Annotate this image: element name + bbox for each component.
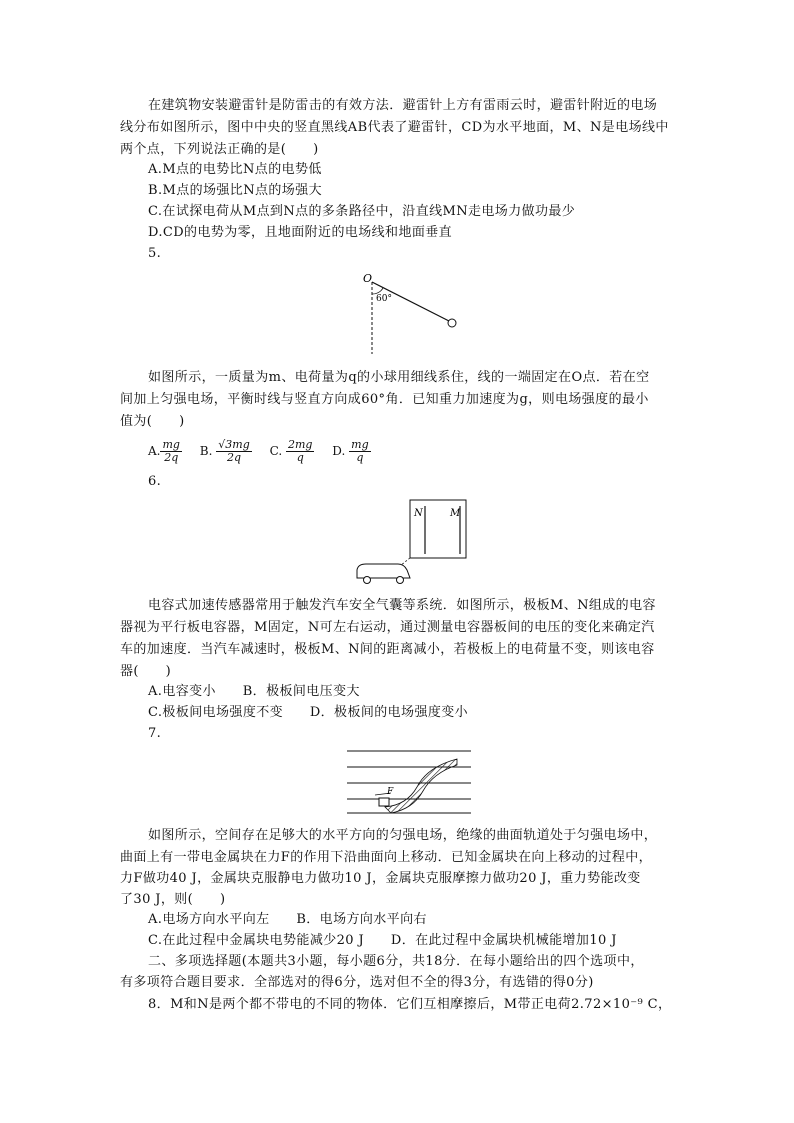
q6-options-row-2: C.极板间电场强度不变 D．极板间的电场强度变小 <box>148 705 469 720</box>
plate-m-label: M <box>450 508 461 519</box>
q4-stem-line-3: 两个点，下列说法正确的是( ) <box>120 142 319 157</box>
q4-stem-line-2: 线分布如图所示，图中中央的竖直黑线AB代表了避雷针，CD为水平地面，M、N是电场线中 <box>120 120 669 135</box>
ball <box>448 319 456 327</box>
q6-number: 6. <box>148 474 162 489</box>
q5-option-d: D. $\frac{mg}{q}$ <box>332 437 369 464</box>
q5-stem-line-1: 如图所示，一质量为m、电荷量为q的小球用细线系住，线的一端固定在O点．若在空 <box>148 370 650 385</box>
section-2-header-line-2: 有多项符合题目要求．全部选对的得6分，选对但不全的得3分，有选错的得0分) <box>120 975 594 990</box>
q7-options-row-2: C.在此过程中金属块电势能减少20 J D．在此过程中金属块机械能增加10 J <box>148 933 617 948</box>
q7-stem-line-1: 如图所示，空间存在足够大的水平方向的匀强电场，绝缘的曲面轨道处于匀强电场中， <box>148 828 658 843</box>
pivot-label: O <box>363 272 373 285</box>
q6-stem-line-4: 器( ) <box>120 664 172 679</box>
angle-label: 60° <box>376 294 392 304</box>
q5-option-b: B. $\frac{√3mg}{2q}$ <box>199 437 250 464</box>
q7-options-row-1: A.电场方向水平向左 B．电场方向水平向右 <box>148 912 427 927</box>
force-label: F <box>387 787 394 797</box>
q6-stem-line-2: 器视为平行板电容器，M固定，N可左右运动，通过测量电容器板间的电压的变化来确定汽 <box>120 620 655 635</box>
car-body <box>357 564 410 578</box>
q4-option-a: A.M点的电势比N点的电势低 <box>148 162 322 177</box>
capacitor-car-figure <box>352 496 472 588</box>
q7-number: 7. <box>148 726 162 741</box>
q5-stem-line-2: 间加上匀强电场，平衡时线与竖直方向成60°角．已知重力加速度为g，则电场强度的最小 <box>120 392 649 407</box>
car-wheel-front <box>397 577 404 584</box>
q6-stem-line-3: 车的加速度．当汽车减速时，极板M、N间的距离减小，若极板上的电荷量不变，则该电容 <box>120 642 655 657</box>
metal-block <box>379 798 389 806</box>
q5-number: 5. <box>148 246 162 261</box>
q7-stem-line-2: 曲面上有一带电金属块在力F的作用下沿曲面向上移动．已知金属块在向上移动的过程中， <box>120 850 653 865</box>
q5-option-c: C. $\frac{2mg}{q}$ <box>269 437 313 464</box>
q4-option-b: B.M点的场强比N点的场强大 <box>148 183 322 198</box>
q5-stem-line-3: 值为( ) <box>120 414 185 429</box>
car-wheel-rear <box>364 577 371 584</box>
q4-option-d: D.CD的电势为零，且地面附近的电场线和地面垂直 <box>148 225 453 240</box>
q5-options <box>148 432 385 468</box>
q4-option-c: C.在试探电荷从M点到N点的多条路径中，沿直线MN走电场力做功最少 <box>148 204 576 219</box>
q7-stem-line-3: 力F做功40 J，金属块克服静电力做功10 J，金属块克服摩擦力做功20 J，重力势能改变 <box>120 871 641 886</box>
q5-option-a: A. $\frac{mg}{2q}$ <box>148 437 180 464</box>
q6-stem-line-1: 电容式加速传感器常用于触发汽车安全气囊等系统．如图所示，极板M、N组成的电容 <box>148 598 656 613</box>
plate-n-label: N <box>414 508 423 519</box>
section-2-header-line-1: 二、多项选择题(本题共3小题，每小题6分，共18分．在每小题给出的四个选项中， <box>148 954 644 969</box>
q6-options-row-1: A.电容变小 B．极板间电压变大 <box>148 684 360 699</box>
q8-stem-line-1: 8．M和N是两个都不带电的不同的物体．它们互相摩擦后，M带正电荷2.72×10⁻⁹ C， <box>148 997 672 1012</box>
curved-track-figure <box>345 745 475 817</box>
q4-stem-line-1: 在建筑物安装避雷针是防雷击的有效方法．避雷针上方有雷雨云时，避雷针附近的电场 <box>148 98 658 113</box>
pendulum-figure <box>356 268 466 358</box>
q7-stem-line-4: 了30 J，则( ) <box>120 892 226 907</box>
